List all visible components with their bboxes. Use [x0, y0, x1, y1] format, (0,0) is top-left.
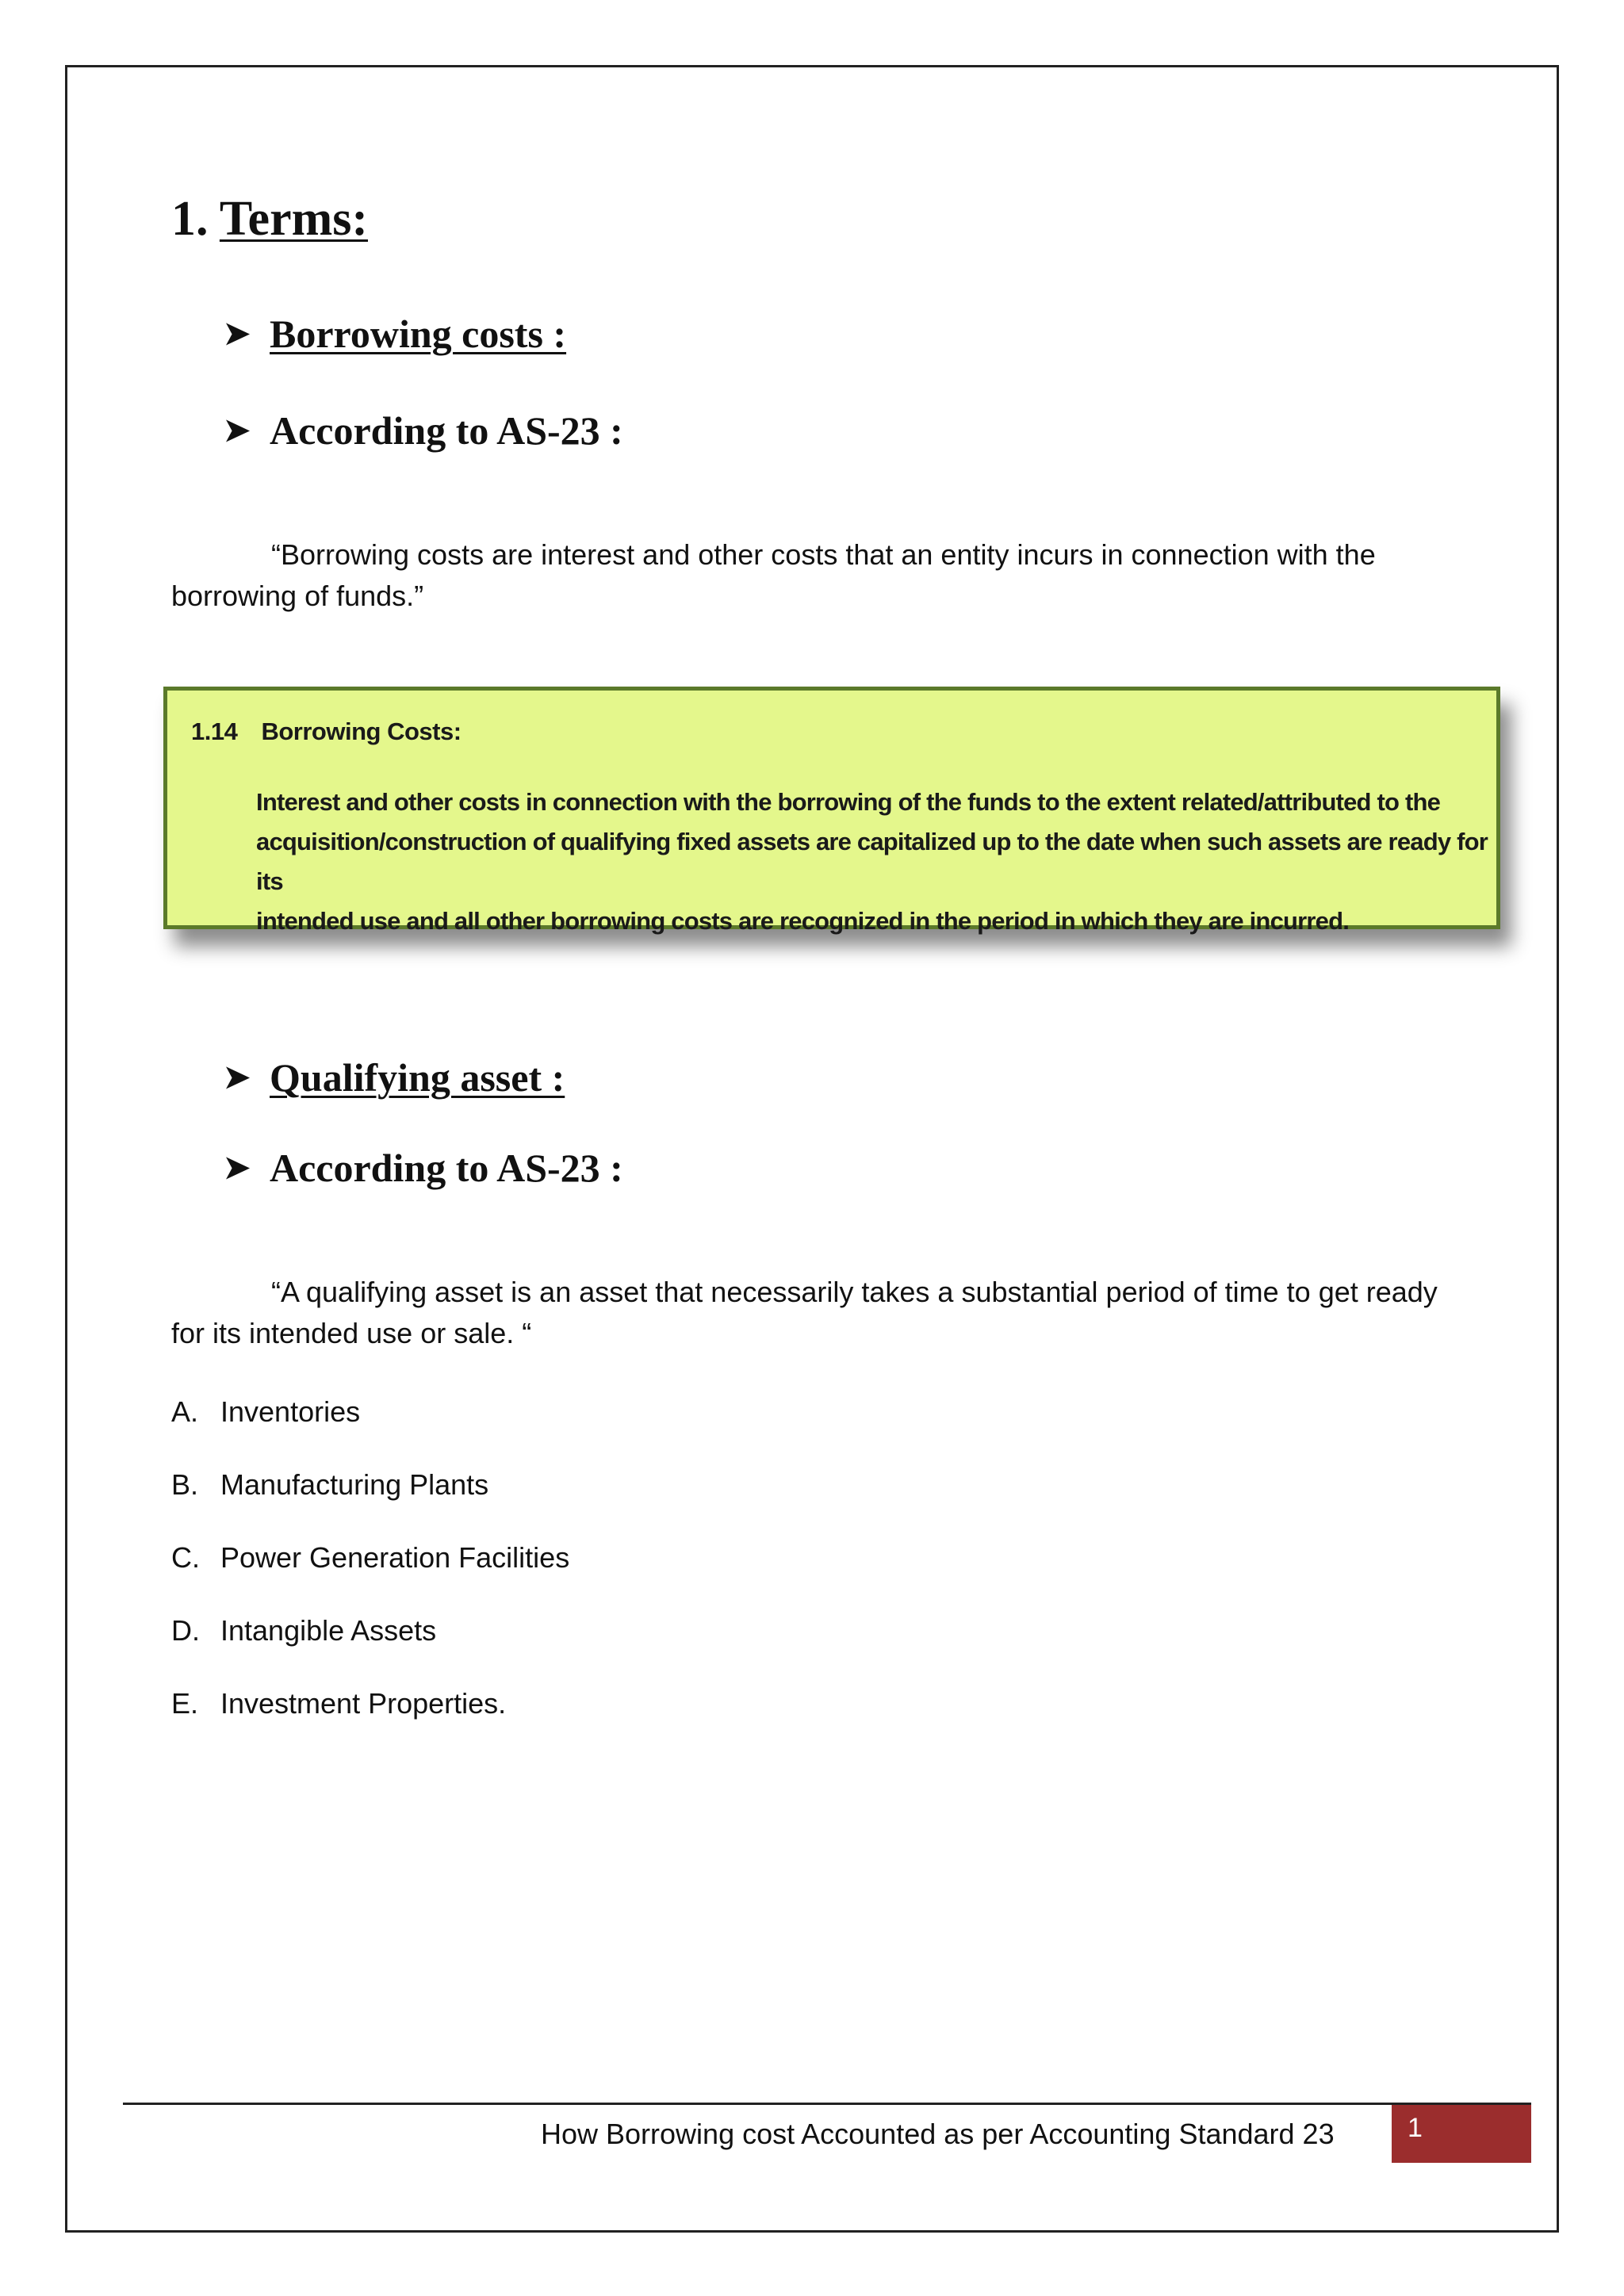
- qualifying-definition: [171, 1272, 1503, 1354]
- qualifying-definition-line2: for its intended use or sale. “: [171, 1317, 532, 1349]
- list-item: [171, 1536, 569, 1609]
- section-number: 1.: [171, 192, 209, 246]
- list-item-text: Power Generation Facilities: [220, 1541, 570, 1574]
- borrowing-according-label: According to AS-23 :: [270, 408, 623, 453]
- list-item-text: Investment Properties.: [220, 1687, 507, 1720]
- arrowhead-bullet-icon: ➤: [224, 1150, 251, 1185]
- section-heading: [171, 192, 369, 246]
- excerpt-line3: intended use and all other borrowing costs are recognized in the period in which they are incurred.: [256, 907, 1350, 935]
- list-item-letter: C.: [171, 1541, 200, 1574]
- arrowhead-bullet-icon: ➤: [224, 412, 251, 448]
- borrowing-costs-excerpt: [163, 687, 1500, 935]
- list-item: [171, 1390, 569, 1463]
- qualifying-asset-examples: [171, 1390, 569, 1755]
- arrowhead-bullet-icon: ➤: [224, 316, 251, 351]
- list-item-text: Inventories: [220, 1395, 361, 1428]
- borrowing-costs-heading: [224, 314, 566, 354]
- qualifying-according-label: According to AS-23 :: [270, 1146, 623, 1190]
- qualifying-asset-heading: [224, 1055, 565, 1100]
- excerpt-line1: Interest and other costs in connection with the borrowing of the funds to the extent related/attributed to the: [256, 788, 1441, 816]
- list-item-letter: A.: [171, 1395, 199, 1428]
- list-item: [171, 1609, 569, 1682]
- list-item-text: Intangible Assets: [220, 1614, 437, 1647]
- excerpt-body: [256, 783, 1493, 941]
- section-title: Terms:: [219, 192, 369, 246]
- list-item-letter: E.: [171, 1687, 199, 1720]
- excerpt-heading: [191, 718, 462, 746]
- excerpt-line2: acquisition/construction of qualifying fixed assets are capitalized up to the date when such assets are ready for its: [256, 828, 1488, 895]
- list-item: [171, 1682, 569, 1755]
- list-item: [171, 1463, 569, 1536]
- borrowing-according-heading: [224, 408, 623, 453]
- borrowing-definition-line2: borrowing of funds.”: [171, 580, 424, 612]
- qualifying-asset-title: Qualifying asset :: [270, 1055, 565, 1100]
- list-item-letter: B.: [171, 1468, 199, 1501]
- excerpt-title: Borrowing Costs:: [261, 718, 462, 745]
- borrowing-definition: [171, 534, 1503, 617]
- borrowing-definition-line1: “Borrowing costs are interest and other costs that an entity incurs in connection with the: [271, 538, 1376, 571]
- footer-divider: [123, 2103, 1392, 2105]
- footer-title: How Borrowing cost Accounted as per Accounting Standard 23: [541, 2118, 1335, 2150]
- list-item-text: Manufacturing Plants: [220, 1468, 489, 1501]
- page-number-badge: 1: [1392, 2103, 1531, 2163]
- qualifying-according-heading: [224, 1148, 623, 1188]
- list-item-letter: D.: [171, 1614, 200, 1647]
- arrowhead-bullet-icon: ➤: [224, 1059, 251, 1095]
- excerpt-number: 1.14: [191, 718, 238, 745]
- qualifying-definition-line1: “A qualifying asset is an asset that necessarily takes a substantial period of time to get ready: [271, 1276, 1438, 1308]
- borrowing-costs-title: Borrowing costs :: [270, 312, 567, 356]
